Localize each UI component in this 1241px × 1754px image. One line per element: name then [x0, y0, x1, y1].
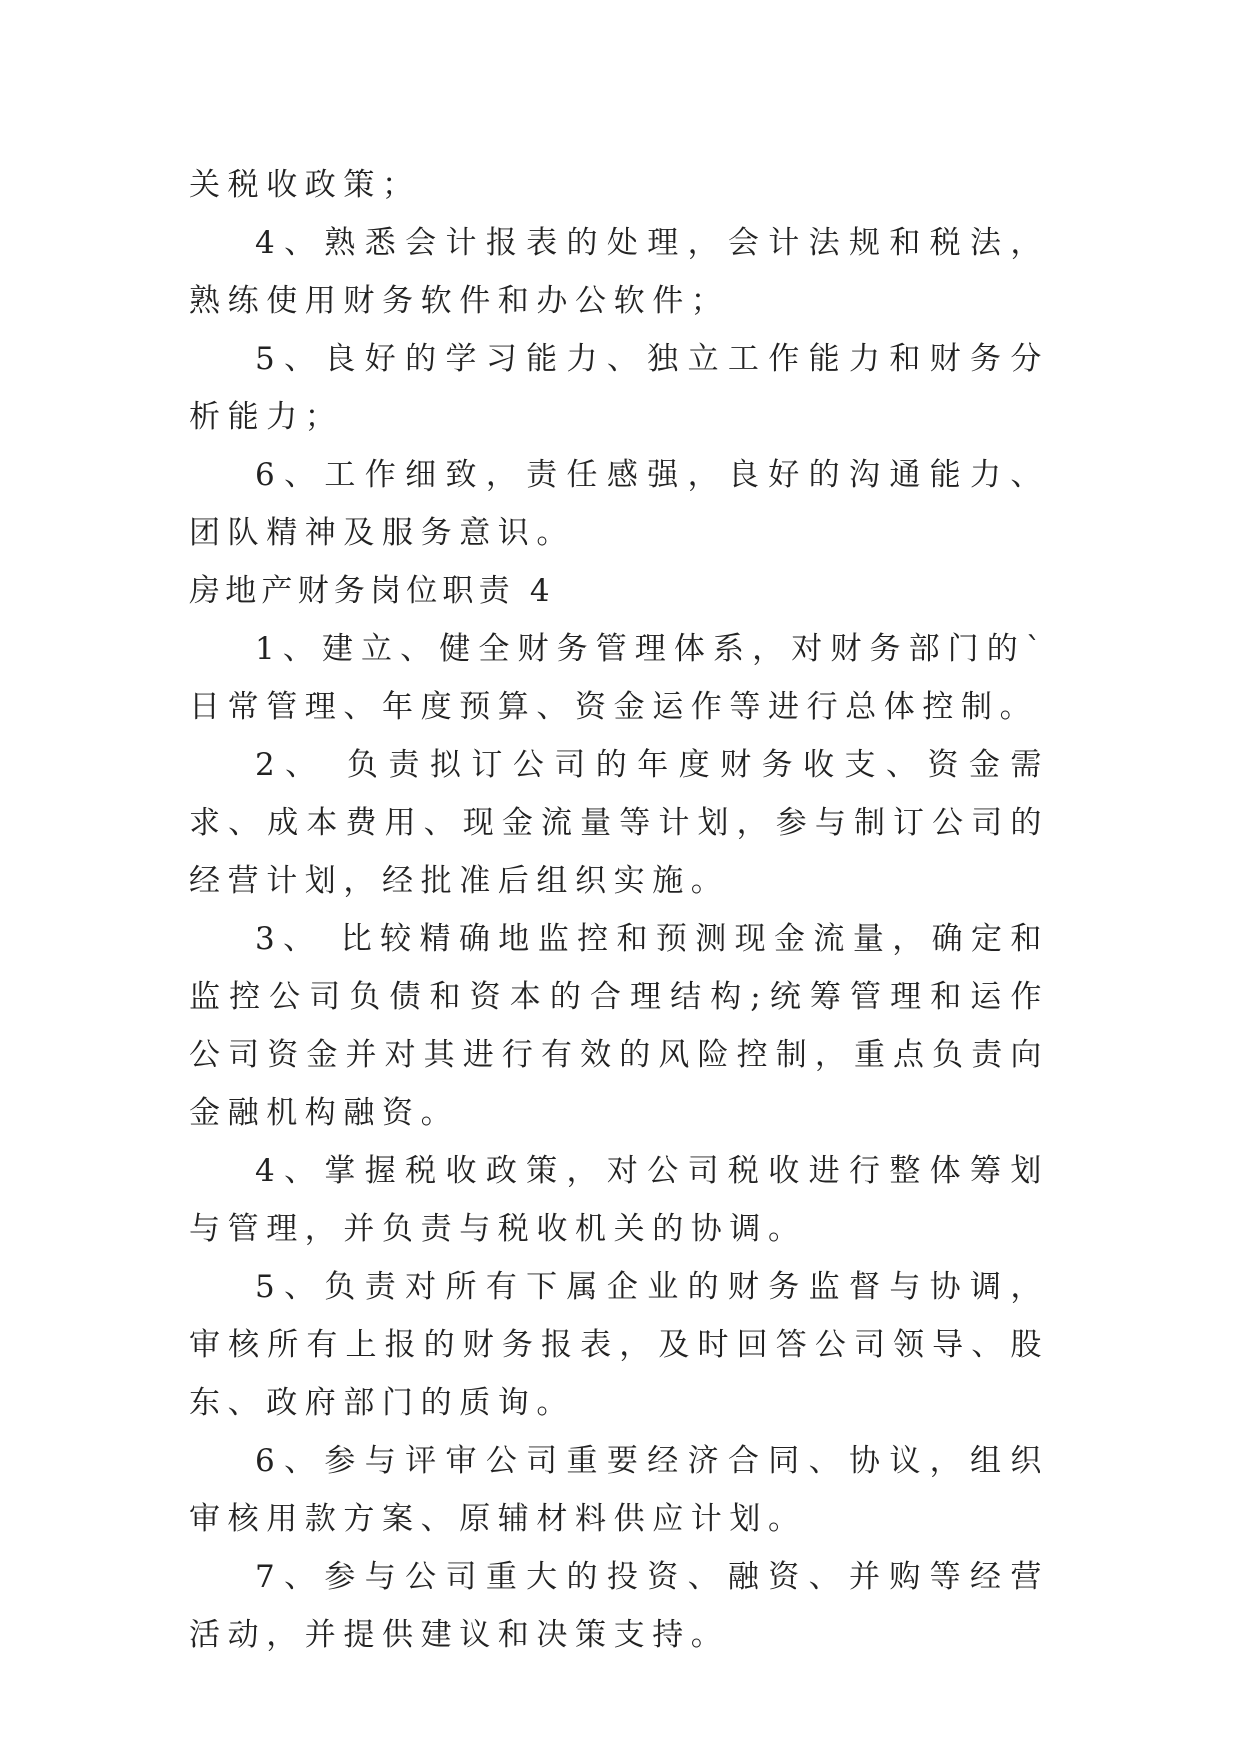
paragraph-tax-policy-continuation: 关税收政策； [189, 167, 421, 203]
document-body [189, 156, 1049, 1664]
duty-item-3: 3、 比较精确地监控和预测现金流量，确定和监控公司负债和资本的合理结构;统筹管理和运作公司资金并对其进行有效的风险控制，重点负责向金融机构融资。 [189, 921, 1049, 1131]
duty-item-6: 6、参与评审公司重要经济合同、协议，组织审核用款方案、原辅材料供应计划。 [189, 1443, 1049, 1537]
duty-item-5: 5、负责对所有下属企业的财务监督与协调，审核所有上报的财务报表，及时回答公司领导、股东、政府部门的质询。 [189, 1269, 1049, 1421]
duty-item-7: 7、参与公司重大的投资、融资、并购等经营活动，并提供建议和决策支持。 [189, 1559, 1049, 1653]
duty-item-1: 1、建立、健全财务管理体系，对财务部门的`日常管理、年度预算、资金运作等进行总体控制。 [189, 631, 1049, 725]
paragraph-requirement-6: 6、工作细致，责任感强，良好的沟通能力、团队精神及服务意识。 [189, 457, 1049, 551]
duty-item-4: 4、掌握税收政策，对公司税收进行整体筹划与管理，并负责与税收机关的协调。 [189, 1153, 1049, 1247]
paragraph-requirement-5: 5、良好的学习能力、独立工作能力和财务分析能力； [189, 341, 1049, 435]
duty-item-2: 2、 负责拟订公司的年度财务收支、资金需求、成本费用、现金流量等计划，参与制订公司的经营计划，经批准后组织实施。 [189, 747, 1049, 899]
paragraph-requirement-4: 4、熟悉会计报表的处理，会计法规和税法，熟练使用财务软件和办公软件； [189, 225, 1049, 319]
section-title: 房地产财务岗位职责 4 [189, 573, 555, 609]
